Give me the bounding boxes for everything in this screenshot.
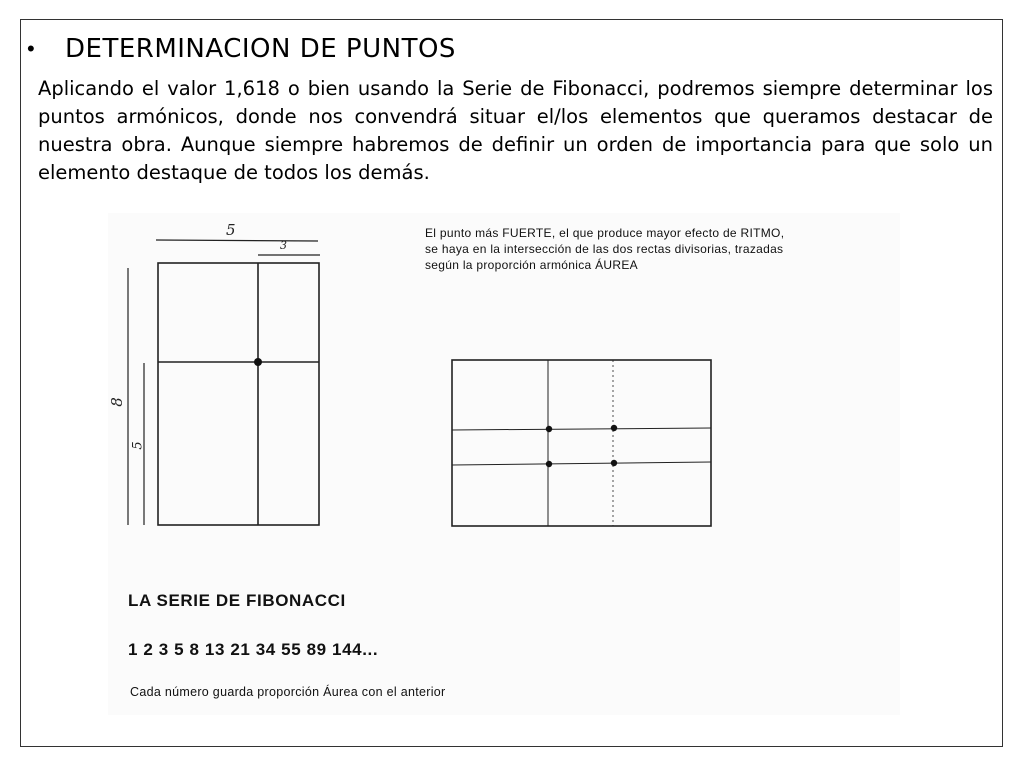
bullet-icon: • <box>27 36 35 61</box>
fibonacci-numbers: 1 2 3 5 8 13 21 34 55 89 144... <box>128 640 379 659</box>
golden-point <box>254 358 262 366</box>
caption-line: según la proporción armónica ÁUREA <box>425 258 638 272</box>
golden-point-2 <box>611 425 617 431</box>
slide-title: DETERMINACION DE PUNTOS <box>65 34 456 64</box>
caption-line: El punto más FUERTE, el que produce mayor efecto de RITMO, <box>425 226 785 240</box>
lower-horizontal-division <box>452 462 711 465</box>
top-total-dimension-line <box>156 240 318 241</box>
golden-point-4 <box>611 460 617 466</box>
fibonacci-note: Cada número guarda proporción Áurea con el anterior <box>130 685 446 699</box>
handwritten-top-part: 3 <box>280 239 287 252</box>
body-paragraph: Aplicando el valor 1,618 o bien usando la Serie de Fibonacci, podremos siempre determinar los puntos armónicos, donde nos convendrá situar el/los elementos que queramos destacar de nuestra obra. Aunque siempre habremos de definir un orden de importancia para que solo un elemento destaque de todos los demás. <box>38 77 993 184</box>
scanned-figure <box>108 213 900 715</box>
horizontal-rectangle-diagram <box>452 360 711 526</box>
title-row <box>27 30 456 68</box>
handwritten-side-part: 5 <box>130 441 146 450</box>
handwritten-side-total: 8 <box>107 397 126 407</box>
handwritten-top-total: 5 <box>226 221 236 239</box>
golden-point-3 <box>546 461 552 467</box>
upper-horizontal-division <box>452 428 711 430</box>
caption-line: se haya en la intersección de las dos rectas divisorias, trazadas <box>425 242 784 256</box>
horizontal-rectangle <box>452 360 711 526</box>
figure-caption <box>425 225 784 273</box>
vertical-rectangle <box>158 263 319 525</box>
vertical-rectangle-diagram <box>128 240 320 525</box>
golden-point-1 <box>546 426 552 432</box>
fibonacci-title: LA SERIE DE FIBONACCI <box>128 591 346 610</box>
